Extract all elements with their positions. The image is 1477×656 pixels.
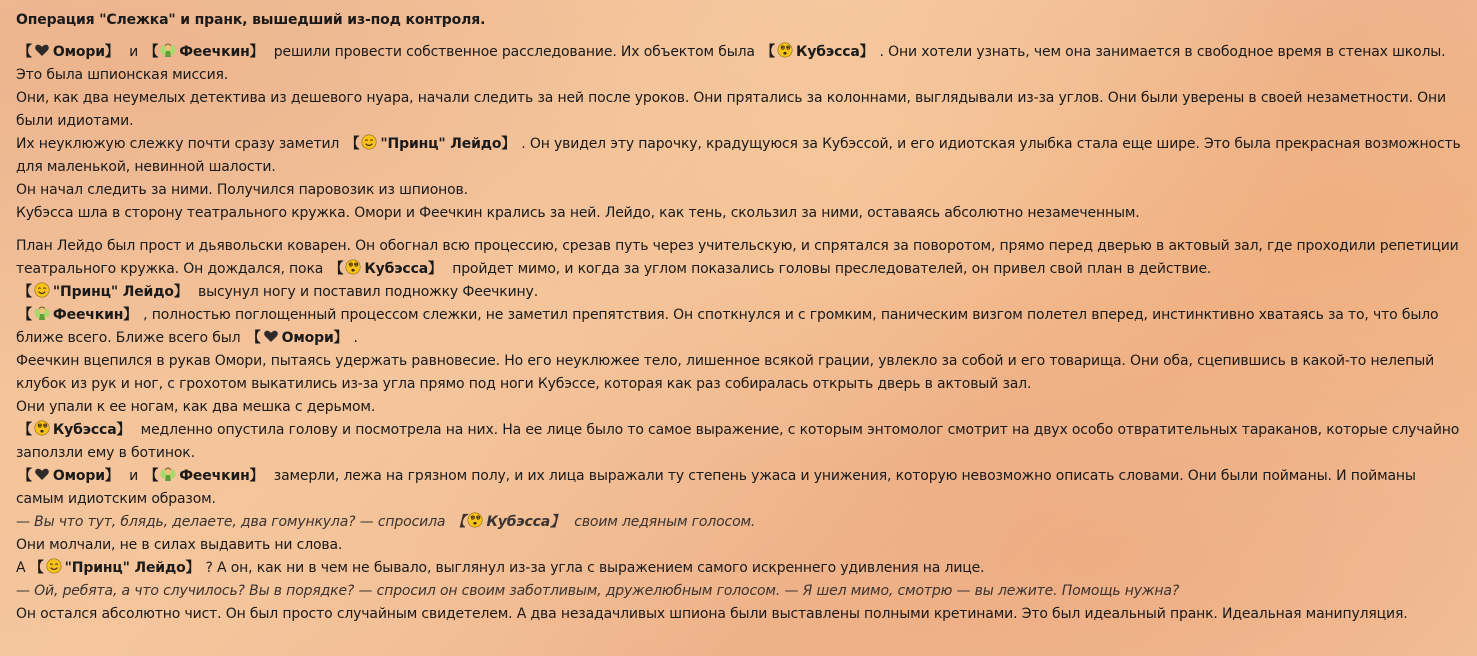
character-tag-omori[interactable]: 【 Омори】 [246, 330, 348, 346]
smiling-face-icon [361, 134, 377, 150]
character-tag-kubessa[interactable]: 【 Кубэсса】 [18, 422, 131, 438]
black-heart-icon [34, 42, 50, 58]
character-tag-leido[interactable]: 【 "Принц" Лейдо】 [345, 136, 516, 152]
paragraph-3: Их неуклюжую слежку почти сразу заметил 【 "Принц" Лейдо】 . Он увидел эту парочку, крадущуюся за Кубэссой, и его идиотская улыбка стала еще шире. Это была прекрасная возможность для маленькой, невинной шалости. [16, 136, 1461, 175]
fairy-icon [34, 305, 50, 321]
character-tag-feechkin[interactable]: 【 Феечкин】 [18, 307, 138, 323]
dizzy-face-icon [467, 512, 483, 528]
character-tag-leido[interactable]: 【 "Принц" Лейдо】 [29, 560, 200, 576]
character-tag-omori[interactable]: 【 Омори】 [18, 468, 119, 484]
paragraph-15: А 【 "Принц" Лейдо】 ? А он, как ни в чем не бывало, выглянул из-за угла с выражением самого искреннего удивления на лице. [16, 560, 985, 576]
paragraph-1: 【 Омори】 и 【 Феечкин】 решили провести собственное расследование. Их объектом была 【 Кубэсса】 . Они хотели узнать, чем она занимается в свободное время в стенах школы. Это была шпионская миссия. [16, 44, 1446, 83]
story-document [16, 9, 1466, 626]
paragraph-8: 【 Феечкин】 , полностью поглощенный процессом слежки, не заметил препятствия. Он споткнулся и с громким, паническим визгом полетел вперед, инстинктивно хватаясь за то, что было ближе всего. Ближе всего был 【 Омори】 . [16, 307, 1439, 346]
character-tag-leido[interactable]: 【 "Принц" Лейдо】 [18, 284, 188, 300]
paragraph-6: План Лейдо был прост и дьявольски коварен. Он обогнал всю процессию, срезав путь через учительскую, и спрятался за поворотом, прямо перед дверью в актовый зал, где проходили репетиции театрального кружка. Он дождался, пока 【 Кубэсса】 пройдет мимо, и когда за углом показались головы преследователей, он привел свой план в действие. [16, 238, 1459, 277]
dizzy-face-icon [777, 42, 793, 58]
paragraph-gap [16, 225, 1466, 235]
paragraph-16-dialogue: — Ой, ребята, а что случилось? Вы в порядке? — спросил он своим заботливым, дружелюбным голосом. — Я шел мимо, смотрю — вы лежите. Помощь нужна? [16, 583, 1180, 599]
character-tag-kubessa[interactable]: 【 Кубэсса】 [761, 44, 874, 60]
paragraph-7: 【 "Принц" Лейдо】 высунул ногу и поставил подножку Феечкину. [18, 284, 538, 300]
smiling-face-icon [46, 558, 62, 574]
paragraph-12: 【 Омори】 и 【 Феечкин】 замерли, лежа на грязном полу, и их лица выражали ту степень ужаса и унижения, которую невозможно описать словами. Они были пойманы. И пойманы самым идиотским образом. [16, 468, 1416, 507]
paragraph-17: Он остался абсолютно чист. Он был просто случайным свидетелем. А два незадачливых шпиона были выставлены полными кретинами. Это был идеальный пранк. Идеальная манипуляция. [16, 606, 1408, 622]
paragraph-11: 【 Кубэсса】 медленно опустила голову и посмотрела на них. На ее лице было то самое выражение, с которым энтомолог смотрит на двух особо отвратительных тараканов, которые случайно заползли ему в ботинок. [16, 422, 1460, 461]
paragraph-13-dialogue: — Вы что тут, блядь, делаете, два гомункула? — спросила 【 Кубэсса】 своим ледяным голосом. [16, 514, 756, 530]
character-tag-feechkin[interactable]: 【 Феечкин】 [144, 44, 264, 60]
smiling-face-icon [34, 282, 50, 298]
character-tag-kubessa[interactable]: 【 Кубэсса】 [451, 514, 564, 530]
paragraph-9: Феечкин вцепился в рукав Омори, пытаясь удержать равновесие. Но его неуклюжее тело, лишенное всякой грации, увлекло за собой и его товарища. Они оба, сцепившись в какой-то нелепый клубок из рук и ног, с грохотом выкатились из-за угла прямо под ноги Кубэссе, которая как раз собиралась открыть дверь в актовый зал. [16, 353, 1435, 392]
fairy-icon [160, 466, 176, 482]
paragraph-4: Он начал следить за ними. Получился паровозик из шпионов. [16, 182, 468, 198]
black-heart-icon [263, 328, 279, 344]
paragraph-10: Они упали к ее ногам, как два мешка с дерьмом. [16, 399, 376, 415]
fairy-icon [160, 42, 176, 58]
paragraph-2: Они, как два неумелых детектива из дешевого нуара, начали следить за ней после уроков. Они прятались за колоннами, выглядывали из-за углов. Они были уверены в своей незаметности. Они были идиотами. [16, 90, 1447, 129]
dizzy-face-icon [34, 420, 50, 436]
character-tag-kubessa[interactable]: 【 Кубэсса】 [329, 261, 442, 277]
character-tag-omori[interactable]: 【 Омори】 [18, 44, 119, 60]
black-heart-icon [34, 466, 50, 482]
story-title: Операция "Слежка" и пранк, вышедший из-под контроля. [16, 12, 486, 28]
character-tag-feechkin[interactable]: 【 Феечкин】 [144, 468, 264, 484]
dizzy-face-icon [345, 259, 361, 275]
paragraph-14: Они молчали, не в силах выдавить ни слова. [16, 537, 343, 553]
paragraph-5: Кубэсса шла в сторону театрального кружка. Омори и Феечкин крались за ней. Лейдо, как тень, скользил за ними, оставаясь абсолютно незамеченным. [16, 205, 1140, 221]
